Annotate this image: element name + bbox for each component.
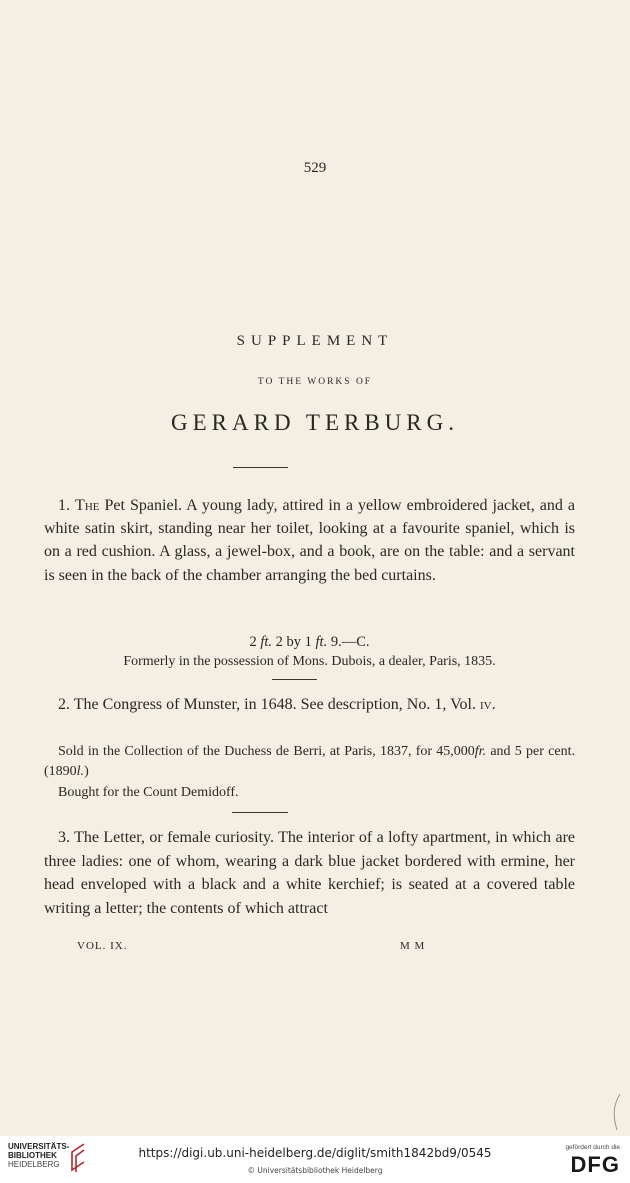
entry-1-dimensions: 2 ft. 2 by 1 ft. 9.—C. bbox=[249, 634, 370, 650]
entry-divider bbox=[272, 679, 317, 680]
entry-divider bbox=[232, 812, 288, 813]
gathering-signature: M M bbox=[400, 940, 426, 952]
entry-2-sale-note: Sold in the Collection of the Duchess de Berri, at Paris, 1837, for 45,000fr. and 5 per cent. (1890l.) bbox=[44, 744, 575, 780]
dfg-logo: DFG bbox=[570, 1152, 620, 1177]
copyright-notice: © Universitätsbibliothek Heidelberg bbox=[247, 1166, 383, 1175]
entry-1-provenance: Formerly in the possession of Mons. Dubois, a dealer, Paris, 1835. bbox=[123, 654, 496, 669]
page-edge-mark bbox=[608, 1092, 624, 1132]
entry-1-small-caps: The bbox=[75, 497, 100, 514]
supplement-heading: SUPPLEMENT bbox=[236, 333, 394, 349]
funded-by-label: gefördert durch die bbox=[565, 1144, 620, 1151]
entry-2-bought-note: Bought for the Count Demidoff. bbox=[58, 785, 239, 800]
entry-1-paragraph bbox=[44, 494, 575, 587]
section-divider bbox=[233, 467, 288, 468]
library-logo-text: UNIVERSITÄTS- BIBLIOTHEK HEIDELBERG bbox=[8, 1142, 70, 1169]
to-the-works-heading: TO THE WORKS OF bbox=[257, 377, 373, 387]
entry-3-paragraph: 3. The Letter, or female curiosity. The interior of a lofty apartment, in which are three ladies: one of whom, wearing a dark blue jacket bordered with ermine, her head enveloped with a black and a white kerchief; is seated at a covered table writing a letter; the contents of which attract bbox=[44, 829, 575, 917]
page-number: 529 bbox=[303, 160, 327, 176]
entry-2-paragraph: 2. The Congress of Munster, in 1648. See description, No. 1, Vol. iv. bbox=[58, 696, 496, 713]
permalink-url[interactable]: https://digi.ub.uni-heidelberg.de/diglit/smith1842bd9/0545 bbox=[138, 1146, 492, 1160]
volume-signature: VOL. IX. bbox=[77, 940, 128, 952]
artist-heading: GERARD TERBURG. bbox=[171, 410, 459, 435]
entry-1-text: Pet Spaniel. A young lady, attired in a yellow embroidered jacket, and a white satin skirt, standing near her toilet, looking at a favourite spaniel, which is on a red cushion. A glass, a jewel-box, and a book, are on the table: and a servant is seen in the back of the chamber arranging the bed curtains. bbox=[44, 497, 575, 584]
entry-1-number: 1. bbox=[58, 497, 70, 514]
